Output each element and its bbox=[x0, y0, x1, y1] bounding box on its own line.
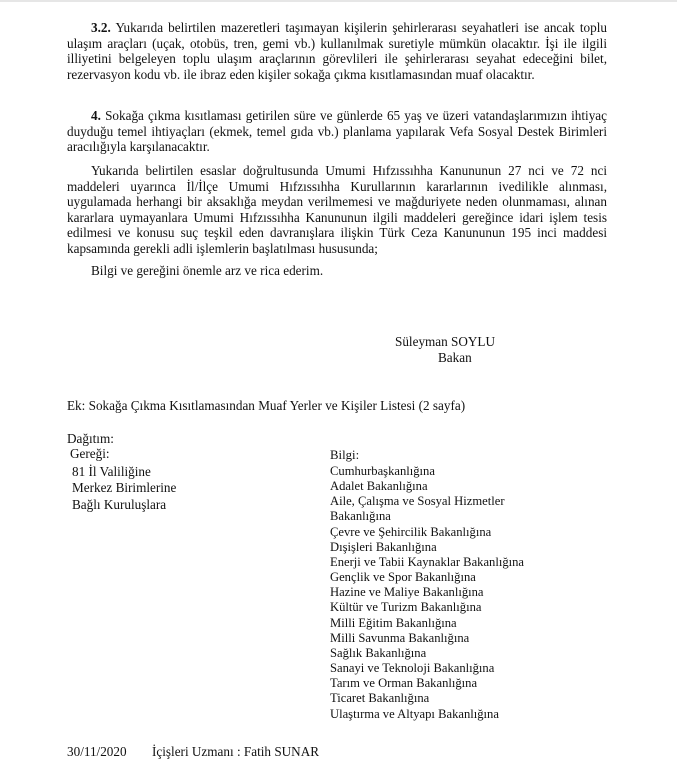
signatory-title: Bakan bbox=[438, 350, 472, 365]
list-item: Aile, Çalışma ve Sosyal Hizmetler bbox=[330, 494, 505, 509]
list-item: Tarım ve Orman Bakanlığına bbox=[330, 676, 478, 691]
list-item: 81 İl Valiliğine bbox=[72, 464, 151, 479]
list-item: Bağlı Kuruluşlara bbox=[72, 496, 167, 512]
list-item: Milli Eğitim Bakanlığına bbox=[330, 615, 457, 630]
list-item: Bakanlığına bbox=[330, 509, 391, 524]
paragraph-number: 4. bbox=[91, 108, 101, 123]
signatory-name: Süleyman SOYLU bbox=[395, 334, 496, 349]
paragraph-3-2 bbox=[67, 20, 607, 82]
list-item: Gençlik ve Spor Bakanlığına bbox=[330, 570, 476, 585]
list-item: Kültür ve Turizm Bakanlığına bbox=[330, 600, 482, 615]
list-item: Merkez Birimlerine bbox=[72, 480, 177, 496]
info-recipients-list bbox=[330, 464, 524, 722]
list-item: Ulaştırma ve Altyapı Bakanlığına bbox=[330, 706, 499, 721]
list-item: Cumhurbaşkanlığına bbox=[330, 464, 435, 478]
paragraph-legal-basis bbox=[67, 163, 607, 257]
list-item: Dışişleri Bakanlığına bbox=[330, 539, 437, 554]
paragraph-number: 3.2. bbox=[91, 20, 111, 35]
paragraph-closing bbox=[67, 263, 607, 279]
paragraph-4 bbox=[67, 108, 607, 155]
page-top-border bbox=[0, 0, 677, 2]
list-item: Milli Savunma Bakanlığına bbox=[330, 630, 470, 645]
list-item: Sağlık Bakanlığına bbox=[330, 645, 427, 660]
action-heading: Gereği: bbox=[70, 446, 110, 461]
distribution-heading: Dağıtım: bbox=[67, 431, 114, 446]
list-item: Çevre ve Şehircilik Bakanlığına bbox=[330, 524, 492, 539]
paragraph-text: Yukarıda belirtilen esaslar doğrultusunda Umumi Hıfzıssıhha Kanununun 27 nci ve 72 nci maddeleri uyarınca İl/İlçe Umumi Hıfzıssıhha Kurullarının kararlarının ivedilikle alınması, uygulamada herhangi bir aksaklığa meydan verilmemesi ve mağduriyete neden olunmaması, alınan kararlara uymayanlara Umumi Hıfzıssıhha Kanununun ilgili maddeleri gereğince idari işlem tesis edilmesi ve konusu suç teşkil eden davranışlara ilişkin Türk Ceza Kanununun 195 inci maddesi kapsamında gerekli adli işlemlerin başlatılması hususunda; bbox=[67, 163, 607, 256]
list-item: Ticaret Bakanlığına bbox=[330, 691, 430, 706]
info-heading: Bilgi: bbox=[330, 448, 360, 462]
footer-date: 30/11/2020 bbox=[67, 744, 127, 759]
action-recipients-list bbox=[72, 464, 176, 513]
paragraph-text: Bilgi ve gereğini önemle arz ve rica ederim. bbox=[91, 263, 324, 278]
list-item: Sanayi ve Teknoloji Bakanlığına bbox=[330, 661, 495, 676]
paragraph-text: Sokağa çıkma kısıtlaması getirilen süre ve günlerde 65 yaş ve üzeri vatandaşlarımızın ihtiyaç duyduğu temel ihtiyaçları (ekmek, temel gıda vb.) planlama yapılarak Vefa Sosyal Destek Birimleri aracılığıyla karşılanacaktır. bbox=[67, 108, 607, 155]
list-item: Adalet Bakanlığına bbox=[330, 479, 428, 494]
paragraph-text: Yukarıda belirtilen mazeretleri taşımayan kişilerin şehirlerarası seyahatleri ise ancak toplu ulaşım araçları (uçak, otobüs, tren, gemi vb.) kullanılmak suretiyle mümkün olacaktır. İşi ile ilgili illiyetini belgeleyen toplu ulaşım araçlarının görevlileri ile şehirlerarası seyahat edeceğini bilet, rezervasyon kodu vb. ile ibraz eden kişiler sokağa çıkma kısıtlamasından muaf olacaktır. bbox=[67, 20, 607, 82]
attachment-note: Ek: Sokağa Çıkma Kısıtlamasından Muaf Yerler ve Kişiler Listesi (2 sayfa) bbox=[67, 398, 466, 413]
list-item: Hazine ve Maliye Bakanlığına bbox=[330, 585, 484, 600]
footer-author: İçişleri Uzmanı : Fatih SUNAR bbox=[152, 744, 320, 759]
list-item: Enerji ve Tabii Kaynaklar Bakanlığına bbox=[330, 554, 525, 569]
signature-block bbox=[395, 334, 495, 366]
